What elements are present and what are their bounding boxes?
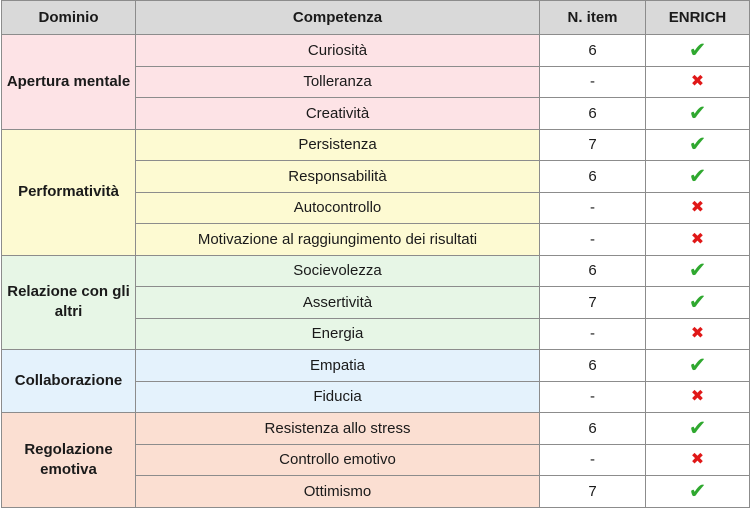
- checkmark-icon: ✔: [688, 353, 707, 377]
- enrich-cell: [646, 381, 750, 413]
- checkmark-icon: ✔: [688, 290, 707, 314]
- n-item-cell: 6: [540, 413, 646, 445]
- enrich-cell: [646, 192, 750, 224]
- enrich-cell: [646, 444, 750, 476]
- n-item-cell: 7: [540, 129, 646, 161]
- enrich-cell: [646, 476, 750, 508]
- checkmark-icon: ✔: [688, 164, 707, 188]
- header-n-item: N. item: [540, 1, 646, 35]
- table-row: [2, 255, 750, 287]
- enrich-cell: [646, 255, 750, 287]
- competenza-cell: Energia: [136, 318, 540, 350]
- n-item-cell: 6: [540, 161, 646, 193]
- table-row: [2, 35, 750, 67]
- competenza-cell: Tolleranza: [136, 66, 540, 98]
- enrich-cell: [646, 66, 750, 98]
- n-item-cell: 6: [540, 35, 646, 67]
- n-item-cell: 6: [540, 98, 646, 130]
- domain-cell: Collaborazione: [2, 350, 136, 413]
- checkmark-icon: ✔: [688, 101, 707, 125]
- competenza-cell: Ottimismo: [136, 476, 540, 508]
- n-item-cell: -: [540, 381, 646, 413]
- cross-icon: ✖: [690, 325, 705, 343]
- cross-icon: ✖: [690, 388, 705, 406]
- n-item-cell: 7: [540, 476, 646, 508]
- domain-cell: Relazione con gli altri: [2, 255, 136, 350]
- competenza-cell: Motivazione al raggiungimento dei risultati: [136, 224, 540, 256]
- table-row: [2, 413, 750, 445]
- header-competenza: Competenza: [136, 1, 540, 35]
- n-item-cell: 7: [540, 287, 646, 319]
- table-body: [2, 35, 750, 508]
- competenza-cell: Socievolezza: [136, 255, 540, 287]
- competenza-cell: Persistenza: [136, 129, 540, 161]
- enrich-cell: [646, 129, 750, 161]
- enrich-cell: [646, 318, 750, 350]
- table-row: [2, 350, 750, 382]
- competenza-cell: Assertività: [136, 287, 540, 319]
- competenza-cell: Curiosità: [136, 35, 540, 67]
- checkmark-icon: ✔: [688, 133, 707, 157]
- competence-table: [1, 0, 750, 508]
- header-dominio: Dominio: [2, 1, 136, 35]
- n-item-cell: -: [540, 444, 646, 476]
- enrich-cell: [646, 287, 750, 319]
- n-item-cell: 6: [540, 350, 646, 382]
- n-item-cell: 6: [540, 255, 646, 287]
- enrich-cell: [646, 413, 750, 445]
- domain-cell: Apertura mentale: [2, 35, 136, 130]
- enrich-cell: [646, 350, 750, 382]
- enrich-cell: [646, 98, 750, 130]
- cross-icon: ✖: [690, 199, 705, 217]
- enrich-cell: [646, 35, 750, 67]
- cross-icon: ✖: [690, 451, 705, 469]
- n-item-cell: -: [540, 66, 646, 98]
- cross-icon: ✖: [690, 73, 705, 91]
- competenza-cell: Responsabilità: [136, 161, 540, 193]
- n-item-cell: -: [540, 192, 646, 224]
- checkmark-icon: ✔: [688, 259, 707, 283]
- table-row: [2, 129, 750, 161]
- competenza-cell: Resistenza allo stress: [136, 413, 540, 445]
- checkmark-icon: ✔: [688, 38, 707, 62]
- competenza-cell: Autocontrollo: [136, 192, 540, 224]
- competenza-cell: Controllo emotivo: [136, 444, 540, 476]
- domain-cell: Performatività: [2, 129, 136, 255]
- table-header: [2, 1, 750, 35]
- competenza-cell: Creatività: [136, 98, 540, 130]
- header-row: [2, 1, 750, 35]
- enrich-cell: [646, 224, 750, 256]
- checkmark-icon: ✔: [688, 479, 707, 503]
- cross-icon: ✖: [690, 230, 705, 248]
- competenza-cell: Fiducia: [136, 381, 540, 413]
- domain-cell: Regolazione emotiva: [2, 413, 136, 508]
- header-enrich: ENRICH: [646, 1, 750, 35]
- enrich-cell: [646, 161, 750, 193]
- n-item-cell: -: [540, 224, 646, 256]
- n-item-cell: -: [540, 318, 646, 350]
- checkmark-icon: ✔: [688, 416, 707, 440]
- competenza-cell: Empatia: [136, 350, 540, 382]
